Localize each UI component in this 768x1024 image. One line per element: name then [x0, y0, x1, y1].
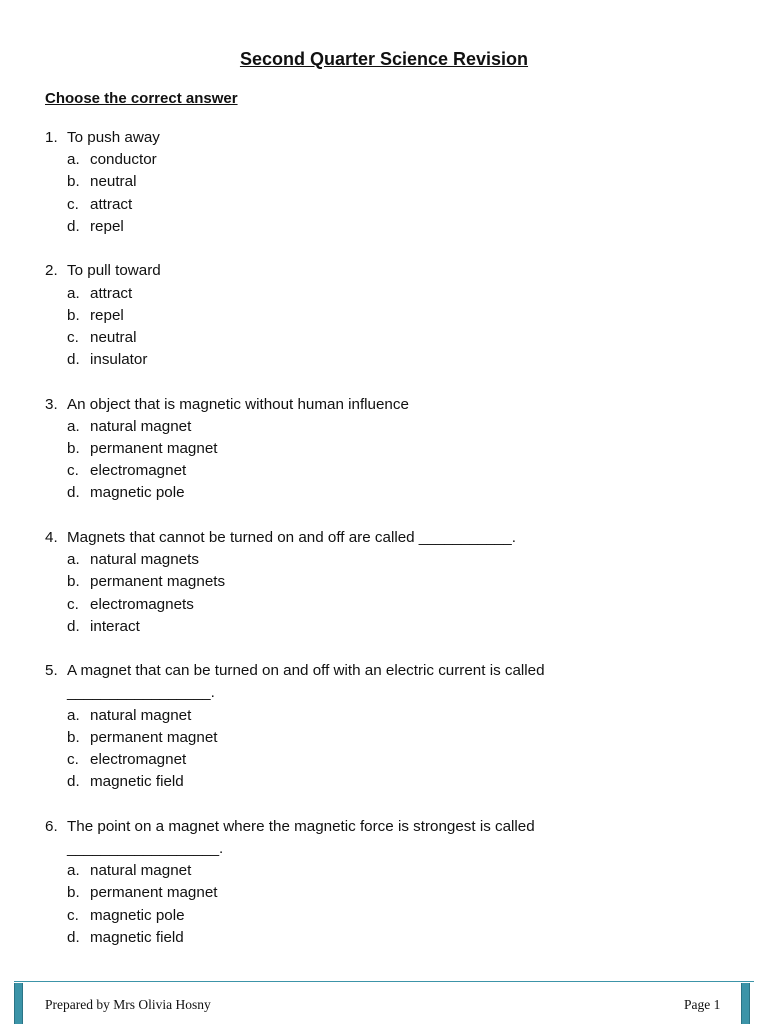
answer-option	[67, 571, 725, 593]
answer-option	[67, 905, 725, 927]
option-letter: b.	[67, 173, 80, 191]
question-text: To push away	[67, 129, 160, 146]
instruction-heading: Choose the correct answer	[45, 90, 238, 107]
question-list	[45, 127, 725, 971]
option-letter: c.	[67, 595, 79, 613]
question-stem	[45, 816, 725, 860]
option-text: repel	[90, 217, 124, 235]
option-letter: a.	[67, 706, 80, 724]
question-text-wrap	[67, 527, 725, 549]
answer-option	[67, 882, 725, 904]
page-title: Second Quarter Science Revision	[239, 49, 529, 69]
question-number: 1.	[45, 129, 58, 146]
option-list	[45, 283, 725, 372]
option-text: insulator	[90, 351, 148, 369]
question-text: A magnet that can be turned on and off with an electric current is called	[67, 662, 545, 680]
footer-author: Prepared by Mrs Olivia Hosny	[45, 997, 211, 1012]
option-letter: d.	[67, 217, 80, 235]
question-text: To pull toward	[67, 262, 161, 280]
question-number: 3.	[45, 395, 58, 413]
option-letter: a.	[67, 284, 80, 302]
option-text: magnetic pole	[90, 484, 185, 502]
option-text: neutral	[90, 173, 137, 191]
option-letter: b.	[67, 306, 80, 324]
footer-bar-right	[741, 983, 750, 1024]
question-5	[45, 660, 725, 793]
answer-option	[67, 705, 725, 727]
answer-option	[67, 927, 725, 949]
answer-option	[67, 549, 725, 571]
answer-option	[67, 194, 725, 216]
question-6	[45, 816, 725, 949]
question-text: The point on a magnet where the magnetic force is strongest is called	[67, 817, 535, 835]
option-text: neutral	[90, 328, 137, 346]
option-letter: a.	[67, 151, 80, 169]
option-text: electromagnet	[90, 462, 187, 480]
answer-blank: __________________.	[67, 839, 224, 857]
option-list	[45, 149, 725, 238]
option-text: attract	[90, 195, 133, 213]
question-text-wrap	[67, 394, 725, 416]
answer-option	[67, 616, 725, 638]
option-text: natural magnets	[90, 551, 199, 569]
option-text: magnetic pole	[90, 906, 185, 924]
option-letter: c.	[67, 328, 79, 346]
question-text-wrap	[67, 127, 725, 149]
answer-option	[67, 771, 725, 793]
question-3	[45, 394, 725, 505]
option-letter: c.	[67, 906, 79, 924]
option-letter: c.	[67, 751, 79, 769]
option-letter: c.	[67, 462, 79, 480]
option-text: conductor	[90, 151, 157, 169]
question-text: Magnets that cannot be turned on and off are called ___________.	[67, 528, 516, 546]
question-stem	[45, 260, 725, 282]
question-stem	[45, 660, 725, 704]
question-number: 2.	[45, 262, 58, 280]
option-text: natural magnet	[90, 706, 192, 724]
answer-option	[67, 216, 725, 238]
option-letter: d.	[67, 484, 80, 502]
option-text: natural magnet	[90, 417, 192, 435]
option-list	[45, 549, 725, 638]
answer-option	[67, 438, 725, 460]
option-text: electromagnets	[90, 595, 194, 613]
option-letter: b.	[67, 573, 80, 591]
question-number: 5.	[45, 662, 58, 680]
option-letter: b.	[67, 440, 80, 458]
question-number: 6.	[45, 817, 58, 835]
option-letter: a.	[67, 417, 80, 435]
option-letter: c.	[67, 195, 79, 213]
question-stem	[45, 527, 725, 549]
question-1	[45, 127, 725, 238]
option-letter: b.	[67, 728, 80, 746]
option-list	[45, 416, 725, 505]
option-text: permanent magnet	[90, 884, 218, 902]
option-letter: d.	[67, 773, 80, 791]
answer-option	[67, 349, 725, 371]
option-text: repel	[90, 306, 124, 324]
option-text: permanent magnet	[90, 728, 218, 746]
answer-option	[67, 327, 725, 349]
answer-blank: _________________.	[67, 684, 215, 702]
answer-option	[67, 594, 725, 616]
answer-option	[67, 416, 725, 438]
question-stem	[45, 127, 725, 149]
answer-option	[67, 727, 725, 749]
footer-bar-left	[14, 983, 23, 1024]
option-text: interact	[90, 617, 140, 635]
question-stem	[45, 394, 725, 416]
option-letter: d.	[67, 928, 80, 946]
option-list	[45, 705, 725, 794]
question-4	[45, 527, 725, 638]
question-2	[45, 260, 725, 371]
option-text: electromagnet	[90, 751, 187, 769]
option-letter: a.	[67, 862, 80, 880]
option-letter: a.	[67, 551, 80, 569]
option-letter: d.	[67, 617, 80, 635]
answer-option	[67, 283, 725, 305]
option-letter: b.	[67, 884, 80, 902]
answer-option	[67, 860, 725, 882]
question-text-wrap	[67, 660, 725, 704]
option-text: magnetic field	[90, 773, 184, 791]
answer-option	[67, 482, 725, 504]
option-text: attract	[90, 284, 133, 302]
question-number: 4.	[45, 528, 58, 546]
option-text: magnetic field	[90, 928, 184, 946]
answer-option	[67, 460, 725, 482]
answer-option	[67, 171, 725, 193]
question-text-wrap	[67, 816, 725, 860]
answer-option	[67, 749, 725, 771]
footer-page-number: Page 1	[684, 997, 721, 1012]
option-text: permanent magnet	[90, 440, 218, 458]
footer-divider	[14, 981, 754, 982]
option-text: natural magnet	[90, 862, 192, 880]
question-text-wrap	[67, 260, 725, 282]
option-letter: d.	[67, 351, 80, 369]
question-text: An object that is magnetic without human influence	[67, 395, 409, 413]
option-list	[45, 860, 725, 949]
option-text: permanent magnets	[90, 573, 226, 591]
answer-option	[67, 149, 725, 171]
answer-option	[67, 305, 725, 327]
